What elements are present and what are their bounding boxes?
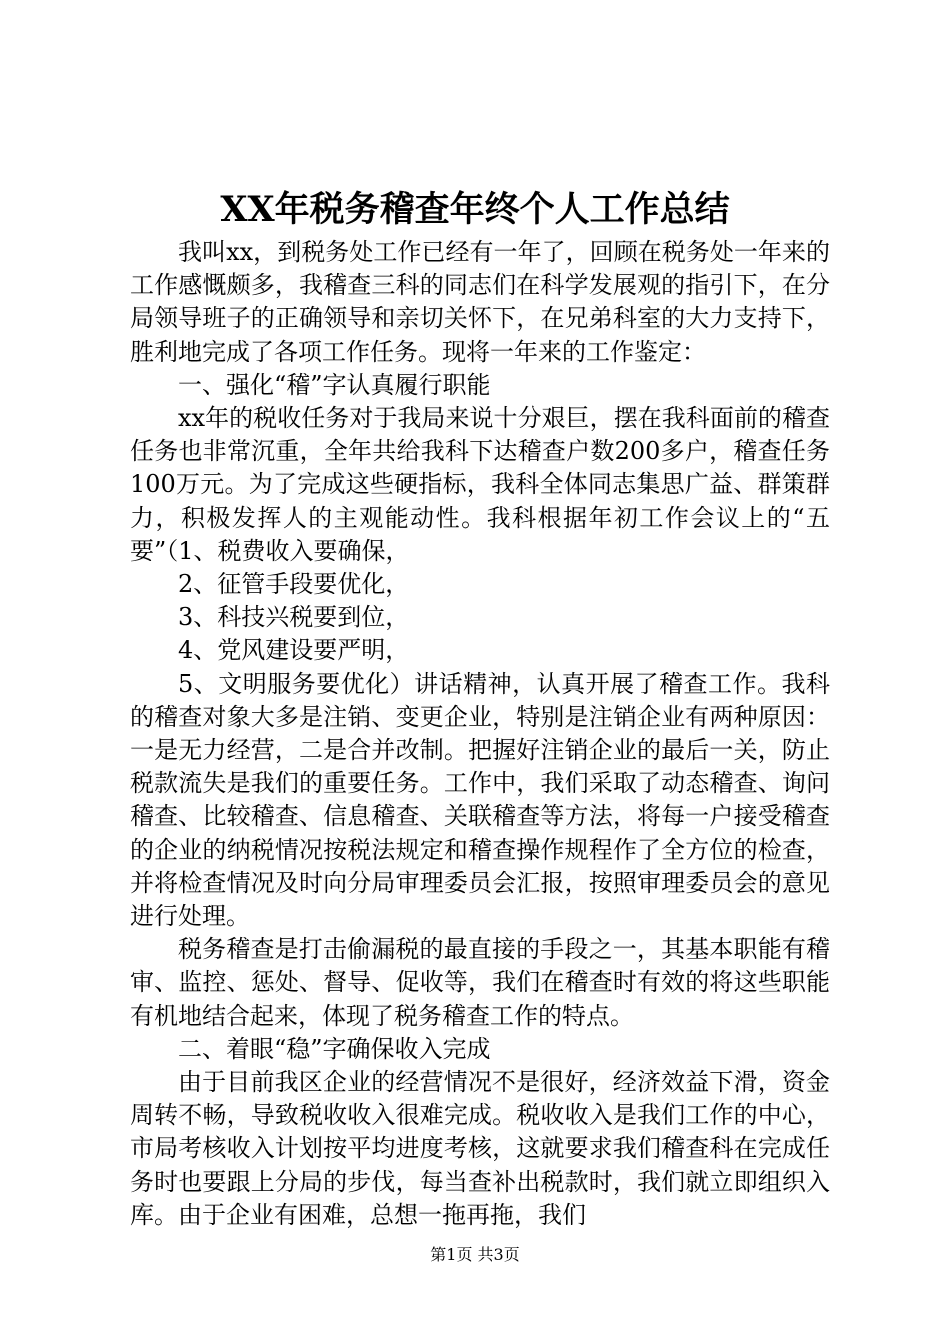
paragraph: 5、文明服务要优化）讲话精神，认真开展了稽查工作。我科的稽查对象大多是注销、变更企业，特别是注销企业有两种原因：一是无力经营，二是合并改制。把握好注销企业的最后一关，防止税款流失是我们的重要任务。工作中，我们采取了动态稽查、询问稽查、比较稽查、信息稽查、关联稽查等方法，将每一户接受稽查的企业的纳税情况按税法规定和稽查操作规程作了全方位的检查，并将检查情况及时向分局审理委员会汇报，按照审理委员会的意见进行处理。 (130, 669, 830, 931)
paragraph: 税务稽查是打击偷漏税的最直接的手段之一，其基本职能有稽审、监控、惩处、督导、促收等，我们在稽查时有效的将这些职能有机地结合起来，体现了税务稽查工作的特点。 (130, 935, 830, 1030)
document-title: XX年税务稽查年终个人工作总结 (220, 189, 730, 230)
list-item: 4、党风建设要严明， (178, 636, 410, 665)
paragraph-intro: 我叫xx，到税务处工作已经有一年了，回顾在税务处一年来的工作感慨颇多，我稽查三科的同志们在科学发展观的指引下，在分局领导班子的正确领导和亲切关怀下，在兄弟科室的大力支持下，胜利地完成了各项工作任务。现将一年来的工作鉴定： (130, 238, 830, 366)
document-body (130, 236, 830, 1232)
paragraph: xx年的税收任务对于我局来说十分艰巨，摆在我科面前的稽查任务也非常沉重，全年共给我科下达稽查户数200多户，稽查任务100万元。为了完成这些硬指标，我科全体同志集思广益、群策群力，积极发挥人的主观能动性。我科根据年初工作会议上的“五要”（1、税费收入要确保， (130, 404, 830, 565)
section-heading-2: 二、着眼“稳”字确保收入完成 (178, 1034, 491, 1063)
paragraph: 由于目前我区企业的经营情况不是很好，经济效益下滑，资金周转不畅，导致税收收入很难完成。税收收入是我们工作的中心，市局考核收入计划按平均进度考核，这就要求我们稽查科在完成任务时也要跟上分局的步伐，每当查补出税款时，我们就立即组织入库。由于企业有困难，总想一拖再拖，我们 (130, 1068, 830, 1229)
list-item: 2、征管手段要优化， (178, 570, 410, 599)
section-heading-1: 一、强化“稽”字认真履行职能 (178, 370, 491, 399)
page-footer: 第1页 共3页 (430, 1245, 520, 1264)
list-item: 3、科技兴税要到位， (178, 603, 410, 632)
